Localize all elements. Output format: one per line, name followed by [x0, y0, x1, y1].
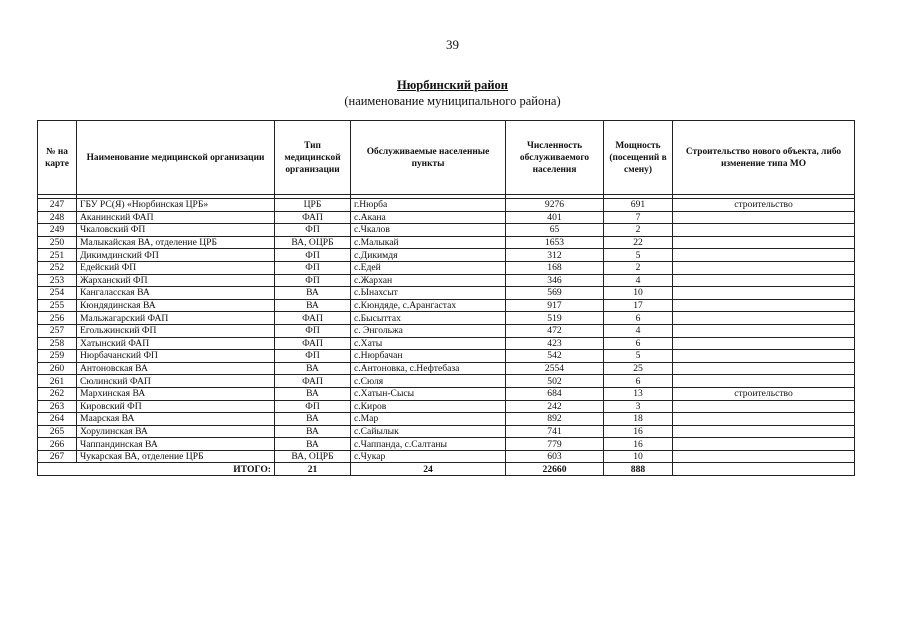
total-capacity: 888 [604, 463, 673, 476]
table-row [38, 362, 855, 375]
cell-settlements: с.Бысыттах [351, 312, 506, 325]
cell-map-number: 254 [38, 287, 77, 300]
cell-org-type: ВА [275, 438, 351, 451]
district-subtitle: (наименование муниципального района) [344, 94, 561, 108]
cell-org-name: Мархинская ВА [77, 387, 275, 400]
cell-settlements: с.Ынахсыт [351, 287, 506, 300]
cell-construction: строительство [673, 199, 855, 212]
cell-org-type: ФАП [275, 375, 351, 388]
cell-org-name: Едейский ФП [77, 261, 275, 274]
table-row [38, 287, 855, 300]
cell-construction [673, 261, 855, 274]
cell-population: 472 [506, 324, 604, 337]
cell-population: 423 [506, 337, 604, 350]
cell-population: 346 [506, 274, 604, 287]
cell-population: 892 [506, 413, 604, 426]
table-footer [38, 463, 855, 476]
cell-construction: строительство [673, 387, 855, 400]
table-row [38, 312, 855, 325]
cell-org-type: ВА, ОЦРБ [275, 236, 351, 249]
cell-org-type: ФП [275, 400, 351, 413]
cell-settlements: с.Кюндяде, с.Арангастах [351, 299, 506, 312]
cell-capacity: 10 [604, 450, 673, 463]
cell-org-name: Малыкайская ВА, отделение ЦРБ [77, 236, 275, 249]
table-row [38, 438, 855, 451]
table-row [38, 413, 855, 426]
cell-org-name: Хатынский ФАП [77, 337, 275, 350]
cell-org-name: Мальжагарский ФАП [77, 312, 275, 325]
cell-capacity: 6 [604, 312, 673, 325]
cell-map-number: 267 [38, 450, 77, 463]
cell-org-type: ФП [275, 249, 351, 262]
cell-org-type: ВА [275, 362, 351, 375]
cell-capacity: 13 [604, 387, 673, 400]
cell-settlements: с.Хатын-Сысы [351, 387, 506, 400]
cell-org-name: Жарханский ФП [77, 274, 275, 287]
total-label: ИТОГО: [38, 463, 275, 476]
cell-map-number: 253 [38, 274, 77, 287]
table-row [38, 236, 855, 249]
cell-settlements: с.Малыкай [351, 236, 506, 249]
cell-map-number: 252 [38, 261, 77, 274]
cell-org-name: Дикимдинский ФП [77, 249, 275, 262]
cell-map-number: 247 [38, 199, 77, 212]
table-row [38, 387, 855, 400]
table-row [38, 425, 855, 438]
cell-capacity: 17 [604, 299, 673, 312]
cell-org-name: Чукарская ВА, отделение ЦРБ [77, 450, 275, 463]
cell-org-name: Кангаласская ВА [77, 287, 275, 300]
cell-population: 684 [506, 387, 604, 400]
cell-org-type: ФП [275, 274, 351, 287]
header-settlements: Обслуживаемые населенные пункты [351, 121, 506, 195]
cell-org-name: Нюрбачанский ФП [77, 350, 275, 363]
header-construction: Строительство нового объекта, либо изменение типа МО [673, 121, 855, 195]
cell-population: 168 [506, 261, 604, 274]
cell-map-number: 265 [38, 425, 77, 438]
cell-org-type: ВА [275, 287, 351, 300]
cell-settlements: с.Акана [351, 211, 506, 224]
cell-construction [673, 438, 855, 451]
header-org-name: Наименование медицинской организации [77, 121, 275, 195]
cell-settlements: с.Жархан [351, 274, 506, 287]
cell-org-type: ЦРБ [275, 199, 351, 212]
header-map-number: № на карте [38, 121, 77, 195]
cell-construction [673, 425, 855, 438]
cell-map-number: 264 [38, 413, 77, 426]
cell-construction [673, 211, 855, 224]
cell-settlements: с.Дикимдя [351, 249, 506, 262]
cell-org-name: ГБУ РС(Я) «Нюрбинская ЦРБ» [77, 199, 275, 212]
cell-population: 603 [506, 450, 604, 463]
cell-org-name: Егольжинский ФП [77, 324, 275, 337]
cell-map-number: 248 [38, 211, 77, 224]
facilities-table [37, 120, 855, 476]
table-row [38, 211, 855, 224]
cell-settlements: с.Мар [351, 413, 506, 426]
cell-construction [673, 413, 855, 426]
cell-org-name: Чкаловский ФП [77, 224, 275, 237]
cell-map-number: 259 [38, 350, 77, 363]
table-header [38, 121, 855, 199]
cell-capacity: 10 [604, 287, 673, 300]
cell-org-type: ВА [275, 387, 351, 400]
cell-map-number: 260 [38, 362, 77, 375]
cell-org-name: Кюндядинская ВА [77, 299, 275, 312]
cell-org-type: ФП [275, 350, 351, 363]
cell-population: 569 [506, 287, 604, 300]
cell-population: 401 [506, 211, 604, 224]
cell-construction [673, 337, 855, 350]
cell-map-number: 249 [38, 224, 77, 237]
cell-capacity: 22 [604, 236, 673, 249]
cell-construction [673, 287, 855, 300]
page-number: 39 [446, 37, 459, 52]
header-org-type: Тип медицинской организации [275, 121, 351, 195]
cell-settlements: с.Едей [351, 261, 506, 274]
cell-map-number: 258 [38, 337, 77, 350]
cell-capacity: 16 [604, 438, 673, 451]
cell-population: 65 [506, 224, 604, 237]
cell-capacity: 5 [604, 249, 673, 262]
total-type-count: 21 [275, 463, 351, 476]
cell-population: 542 [506, 350, 604, 363]
cell-population: 312 [506, 249, 604, 262]
cell-org-type: ФАП [275, 312, 351, 325]
cell-capacity: 3 [604, 400, 673, 413]
cell-population: 9276 [506, 199, 604, 212]
cell-construction [673, 324, 855, 337]
cell-settlements: с.Чкалов [351, 224, 506, 237]
cell-settlements: с. Энгольжа [351, 324, 506, 337]
cell-org-type: ВА [275, 425, 351, 438]
cell-map-number: 257 [38, 324, 77, 337]
cell-map-number: 250 [38, 236, 77, 249]
cell-org-name: Чаппандинская ВА [77, 438, 275, 451]
cell-map-number: 262 [38, 387, 77, 400]
cell-org-type: ФАП [275, 337, 351, 350]
cell-capacity: 4 [604, 274, 673, 287]
cell-capacity: 691 [604, 199, 673, 212]
cell-org-name: Аканинский ФАП [77, 211, 275, 224]
cell-org-type: ФП [275, 324, 351, 337]
cell-capacity: 25 [604, 362, 673, 375]
cell-org-type: ВА [275, 413, 351, 426]
cell-construction [673, 224, 855, 237]
district-title: Нюрбинский район [396, 78, 509, 92]
cell-org-name: Антоновская ВА [77, 362, 275, 375]
cell-construction [673, 400, 855, 413]
total-row [38, 463, 855, 476]
cell-settlements: с.Киров [351, 400, 506, 413]
cell-capacity: 6 [604, 337, 673, 350]
cell-settlements: с.Антоновка, с.Нефтебаза [351, 362, 506, 375]
cell-org-type: ВА, ОЦРБ [275, 450, 351, 463]
cell-org-name: Маарская ВА [77, 413, 275, 426]
cell-settlements: с.Сайылык [351, 425, 506, 438]
table-row [38, 450, 855, 463]
cell-population: 779 [506, 438, 604, 451]
cell-construction [673, 274, 855, 287]
table-row [38, 299, 855, 312]
total-construction [673, 463, 855, 476]
cell-settlements: с.Чукар [351, 450, 506, 463]
cell-capacity: 4 [604, 324, 673, 337]
table-row [38, 261, 855, 274]
cell-settlements: с.Нюрбачан [351, 350, 506, 363]
cell-org-type: ФП [275, 224, 351, 237]
cell-settlements: с.Чаппанда, с.Салтаны [351, 438, 506, 451]
cell-construction [673, 312, 855, 325]
cell-org-name: Хорулинская ВА [77, 425, 275, 438]
cell-population: 2554 [506, 362, 604, 375]
cell-map-number: 263 [38, 400, 77, 413]
cell-map-number: 261 [38, 375, 77, 388]
cell-org-name: Кировский ФП [77, 400, 275, 413]
cell-capacity: 2 [604, 224, 673, 237]
table-body [38, 199, 855, 463]
cell-population: 917 [506, 299, 604, 312]
cell-population: 502 [506, 375, 604, 388]
total-population: 22660 [506, 463, 604, 476]
table-row [38, 375, 855, 388]
cell-construction [673, 375, 855, 388]
table-row [38, 324, 855, 337]
header-population: Численность обслуживаемого населения [506, 121, 604, 195]
cell-population: 741 [506, 425, 604, 438]
cell-capacity: 5 [604, 350, 673, 363]
cell-construction [673, 450, 855, 463]
table-row [38, 400, 855, 413]
table-row [38, 249, 855, 262]
table-row [38, 274, 855, 287]
cell-capacity: 2 [604, 261, 673, 274]
cell-capacity: 6 [604, 375, 673, 388]
cell-org-name: Сюлинский ФАП [77, 375, 275, 388]
cell-construction [673, 249, 855, 262]
cell-population: 519 [506, 312, 604, 325]
table-row [38, 350, 855, 363]
cell-construction [673, 299, 855, 312]
cell-construction [673, 236, 855, 249]
cell-org-type: ФАП [275, 211, 351, 224]
table-row [38, 224, 855, 237]
cell-map-number: 255 [38, 299, 77, 312]
table-row [38, 199, 855, 212]
cell-map-number: 266 [38, 438, 77, 451]
cell-settlements: с.Хаты [351, 337, 506, 350]
cell-org-type: ФП [275, 261, 351, 274]
cell-capacity: 7 [604, 211, 673, 224]
cell-org-type: ВА [275, 299, 351, 312]
cell-population: 1653 [506, 236, 604, 249]
cell-capacity: 16 [604, 425, 673, 438]
cell-map-number: 251 [38, 249, 77, 262]
cell-settlements: г.Нюрба [351, 199, 506, 212]
cell-capacity: 18 [604, 413, 673, 426]
cell-construction [673, 350, 855, 363]
cell-construction [673, 362, 855, 375]
header-capacity: Мощность (посещений в смену) [604, 121, 673, 195]
total-settlements-count: 24 [351, 463, 506, 476]
cell-population: 242 [506, 400, 604, 413]
cell-settlements: с.Сюля [351, 375, 506, 388]
table-row [38, 337, 855, 350]
cell-map-number: 256 [38, 312, 77, 325]
